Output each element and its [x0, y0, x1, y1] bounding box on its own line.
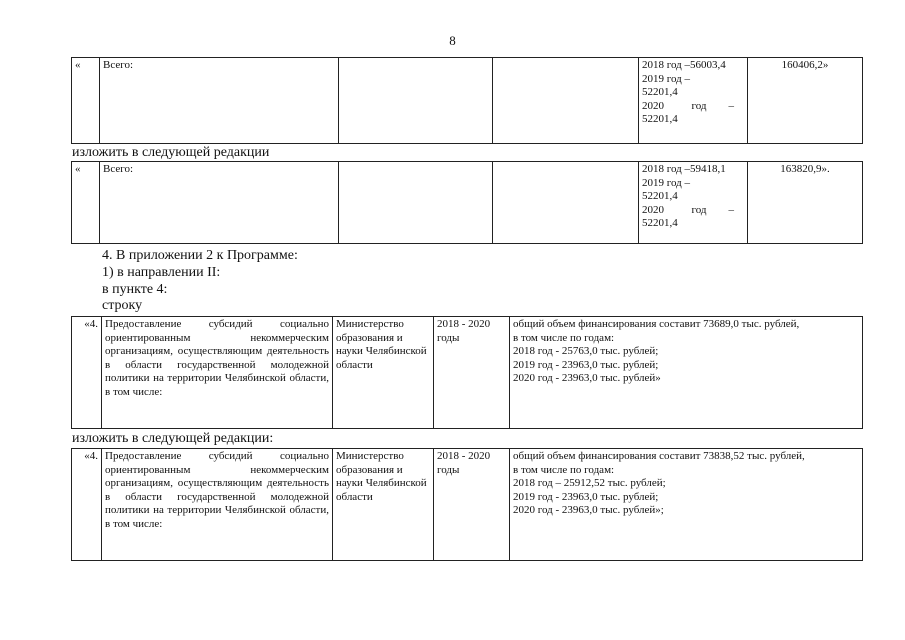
table-cell-total: 160406,2» [748, 58, 863, 144]
table-cell-empty [493, 162, 639, 244]
table-cell-description: Предоставление субсидий социально ориентированным некоммерческим организациям, осуществляющим деятельность в области государственной молодежной политики на территории Челябинской области, в том числе: [102, 317, 333, 429]
table-cell-period: 2018 - 2020 годы [434, 449, 510, 561]
total-table-new [71, 161, 863, 244]
page-number: 8 [449, 33, 456, 48]
table-cell-years: 2018 год –59418,1 2019 год – 52201,4 2020 год – 52201,4 [639, 162, 748, 244]
paragraph-section: 4. В приложении 2 к Программе: [102, 248, 298, 263]
heading-edit-1: изложить в следующей редакции [72, 145, 270, 160]
paragraph-direction: 1) в направлении II: [102, 265, 221, 280]
table-cell-number: «4. [72, 317, 102, 429]
table-cell-years: 2018 год –56003,4 2019 год – 52201,4 2020 год – 52201,4 [639, 58, 748, 144]
table-cell-funding: общий объем финансирования составит 73838,52 тыс. рублей, в том числе по годам: 2018 год – 25912,52 тыс. рублей; 2019 год - 23963,0 тыс. рублей; 2020 год - 23963,0 тыс. рублей»; [510, 449, 863, 561]
table-cell-number: «4. [72, 449, 102, 561]
total-table-old [71, 57, 863, 144]
subsidy-table-new [71, 448, 863, 561]
table-cell-description: Предоставление субсидий социально ориентированным некоммерческим организациям, осуществляющим деятельность в области государственной молодежной политики на территории Челябинской области, в том числе: [102, 449, 333, 561]
table-cell-ministry: Министерство образования и науки Челябинской области [333, 317, 434, 429]
table-cell-quote: « [72, 58, 100, 144]
table-cell-empty [339, 162, 493, 244]
table-cell-funding: общий объем финансирования составит 73689,0 тыс. рублей, в том числе по годам: 2018 год - 25763,0 тыс. рублей; 2019 год - 23963,0 тыс. рублей; 2020 год - 23963,0 тыс. рублей» [510, 317, 863, 429]
table-cell-ministry: Министерство образования и науки Челябинской области [333, 449, 434, 561]
table-cell-period: 2018 - 2020 годы [434, 317, 510, 429]
heading-edit-2: изложить в следующей редакции: [72, 431, 274, 446]
table-cell-label: Всего: [100, 58, 339, 144]
paragraph-point: в пункте 4: [102, 282, 168, 297]
table-cell-empty [339, 58, 493, 144]
table-cell-label: Всего: [100, 162, 339, 244]
paragraph-row: строку [102, 298, 143, 313]
table-cell-empty [493, 58, 639, 144]
subsidy-table-old [71, 316, 863, 429]
table-cell-quote: « [72, 162, 100, 244]
table-cell-total: 163820,9». [748, 162, 863, 244]
